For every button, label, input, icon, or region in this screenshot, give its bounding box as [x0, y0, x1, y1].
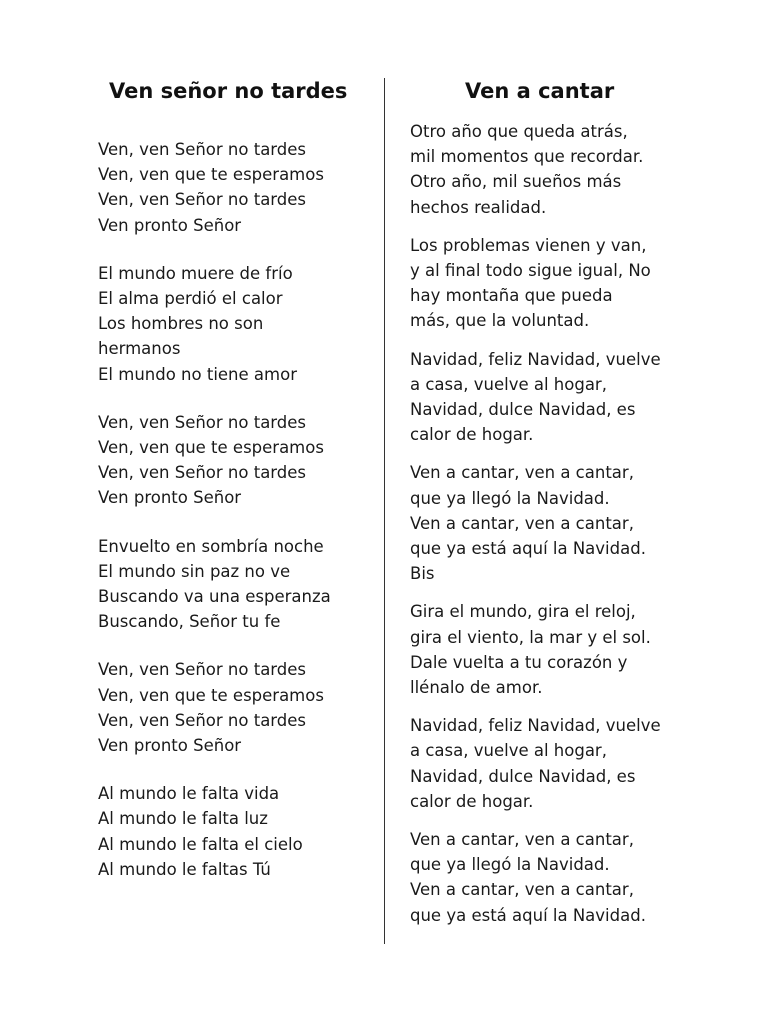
stanza	[410, 119, 685, 220]
lyric-line: Los problemas vienen y van,	[410, 235, 647, 255]
lyric-line: El mundo muere de frío	[98, 263, 293, 283]
lyric-line: Ven, ven Señor no tardes	[98, 660, 307, 680]
stanza	[410, 827, 685, 928]
right-song-lyrics	[410, 119, 685, 941]
lyric-line: Envuelto en sombría noche	[98, 536, 324, 556]
lyric-line: Ven, ven Señor no tardes	[98, 140, 307, 159]
left-song-title: Ven señor no tardes	[109, 79, 348, 103]
stanza	[98, 410, 368, 511]
lyric-line: Ven, ven que te esperamos	[98, 438, 324, 458]
lyric-line: Ven, ven Señor no tardes	[98, 190, 307, 210]
lyric-line: calor de hogar.	[410, 791, 534, 811]
lyric-line: Ven, ven Señor no tardes	[98, 463, 307, 483]
lyric-line: El mundo sin paz no ve	[98, 561, 291, 581]
lyric-line: hechos realidad.	[410, 197, 547, 217]
lyric-line: Ven, ven Señor no tardes	[98, 412, 307, 432]
lyric-line: Los hombres no son	[98, 314, 264, 334]
stanza	[410, 233, 685, 334]
lyric-line: Buscando va una esperanza	[98, 587, 331, 607]
lyric-line: hay montaña que pueda	[410, 286, 613, 306]
lyric-line: llénalo de amor.	[410, 678, 543, 698]
stanza	[98, 534, 368, 635]
lyric-line: Al mundo le faltas Tú	[98, 859, 271, 879]
stanza	[410, 347, 685, 448]
lyric-line: que ya está aquí la Navidad.	[410, 539, 646, 559]
lyric-line: El alma perdió el calor	[98, 289, 283, 309]
lyric-line: Ven a cantar, ven a cantar,	[410, 513, 634, 533]
lyric-line: Navidad, dulce Navidad, es	[410, 400, 636, 420]
stanza	[410, 599, 685, 700]
lyric-line: Al mundo le falta vida	[98, 784, 280, 804]
stanza	[410, 460, 685, 586]
lyric-line: que ya llegó la Navidad.	[410, 855, 610, 875]
lyric-line: Ven a cantar, ven a cantar,	[410, 830, 634, 850]
lyric-line: que ya llegó la Navidad.	[410, 488, 610, 508]
lyric-line: Navidad, feliz Navidad, vuelve	[410, 716, 661, 736]
lyric-line: mil momentos que recordar.	[410, 147, 644, 167]
lyric-line: Al mundo le falta luz	[98, 809, 268, 829]
lyric-line: Ven pronto Señor	[98, 736, 242, 756]
lyric-line: Al mundo le falta el cielo	[98, 834, 303, 854]
lyric-line: a casa, vuelve al hogar,	[410, 741, 607, 761]
stanza	[98, 261, 368, 387]
lyric-line: Ven, ven Señor no tardes	[98, 710, 307, 730]
stanza	[98, 137, 368, 238]
stanza	[98, 657, 368, 758]
lyric-line: El mundo no tiene amor	[98, 364, 297, 384]
stanza	[410, 713, 685, 814]
lyric-line: Buscando, Señor tu fe	[98, 612, 281, 632]
stanza	[98, 781, 368, 882]
lyric-line: Navidad, feliz Navidad, vuelve	[410, 349, 661, 369]
right-song-title: Ven a cantar	[465, 79, 615, 103]
lyric-line: calor de hogar.	[410, 425, 534, 445]
lyric-line: Ven, ven que te esperamos	[98, 685, 324, 705]
lyric-line: Otro año que queda atrás,	[410, 122, 628, 141]
lyric-line: Navidad, dulce Navidad, es	[410, 766, 636, 786]
lyric-line: Bis	[410, 564, 435, 584]
lyric-line: Ven pronto Señor	[98, 488, 242, 508]
left-song-lyrics	[98, 137, 368, 905]
lyric-line: a casa, vuelve al hogar,	[410, 374, 607, 394]
lyric-line: y al final todo sigue igual, No	[410, 261, 651, 281]
lyric-line: que ya está aquí la Navidad.	[410, 905, 646, 925]
lyric-line: gira el viento, la mar y el sol.	[410, 627, 651, 647]
lyric-line: Ven, ven que te esperamos	[98, 165, 324, 185]
lyric-line: Ven a cantar, ven a cantar,	[410, 880, 634, 900]
lyric-line: Gira el mundo, gira el reloj,	[410, 602, 636, 622]
lyric-line: Otro año, mil sueños más	[410, 172, 622, 192]
lyric-line: Ven pronto Señor	[98, 215, 242, 235]
lyric-line: hermanos	[98, 339, 181, 359]
lyric-line: Dale vuelta a tu corazón y	[410, 652, 628, 672]
lyric-line: más, que la voluntad.	[410, 311, 590, 331]
lyric-line: Ven a cantar, ven a cantar,	[410, 463, 634, 483]
column-divider	[384, 78, 385, 944]
